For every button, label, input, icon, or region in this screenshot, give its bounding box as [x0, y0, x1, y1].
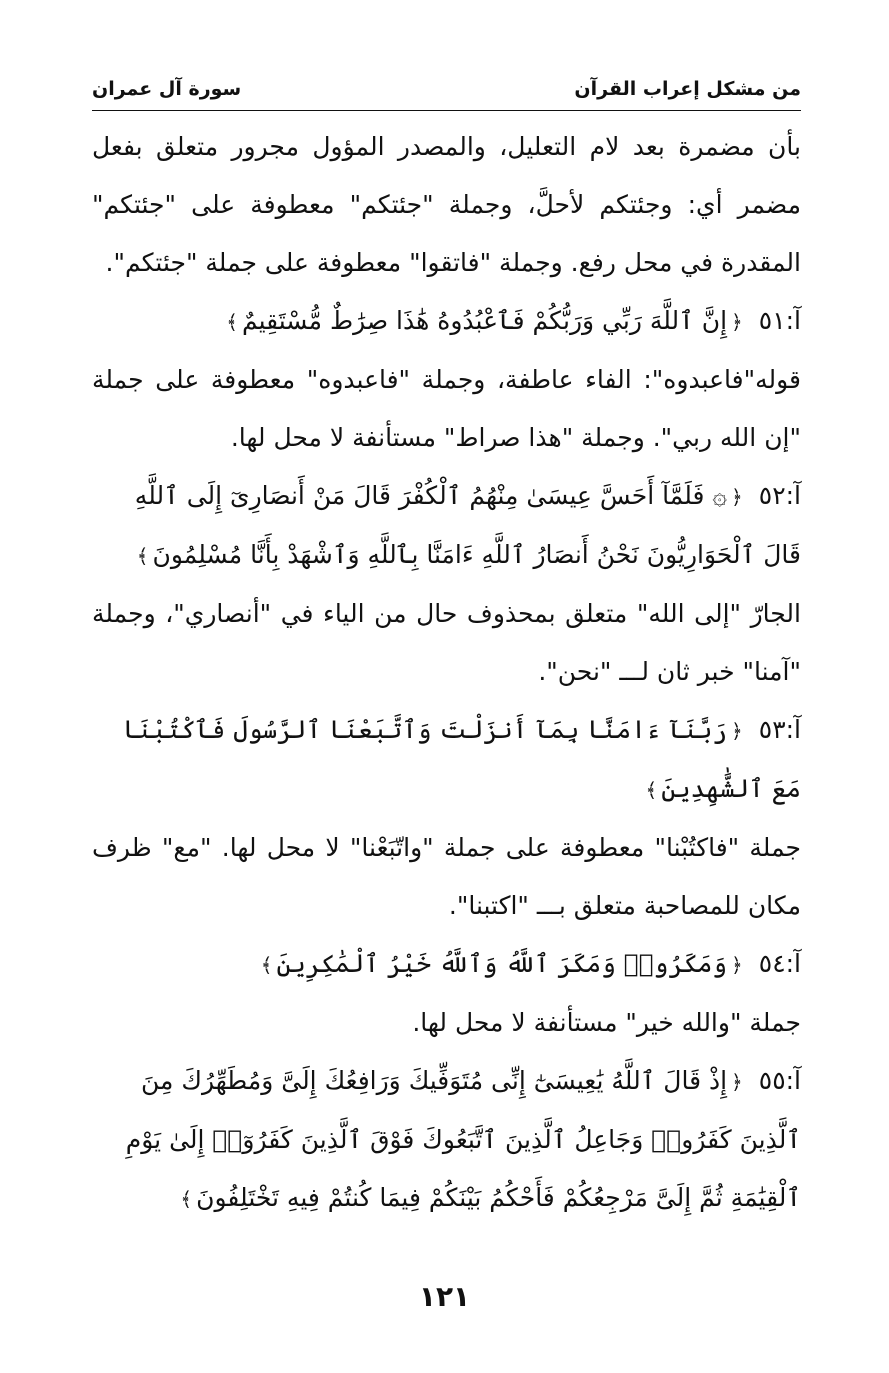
header-divider	[92, 110, 801, 111]
surah-title: سورة آل عمران	[92, 78, 242, 100]
paragraph: جملة "فاكتُبْنا" معطوفة على جملة "واتّبَعْنا" لا محل لها. "مع" ظرف مكان للمصاحبة متعلق بـــ "اكتبنا".	[92, 833, 801, 920]
verse-open-bracket: ﴿	[731, 1070, 743, 1094]
page-body	[92, 118, 801, 1228]
verse-block	[92, 467, 801, 585]
running-header	[92, 78, 801, 112]
paragraph: الجارّ "إلى الله" متعلق بمحذوف حال من الياء في "أنصاري"، وجملة "آمنا" خبر ثان لـــ "نحن".	[92, 599, 801, 686]
verse-text: إِذْ قَالَ ٱللَّهُ يَٰعِيسَىٰٓ إِنِّى مُتَوَفِّيكَ وَرَافِعُكَ إِلَىَّ وَمُطَهِّرُكَ مِنَ ٱلَّذِينَ كَفَرُوا۟ وَجَاعِلُ ٱلَّذِينَ ٱتَّبَعُوكَ فَوْقَ ٱلَّذِينَ كَفَرُوٓا۟ إِلَىٰ يَوْمِ ٱلْقِيَٰمَةِ ثُمَّ إِلَىَّ مَرْجِعُكُمْ فَأَحْكُمُ بَيْنَكُمْ فِيمَا كُنتُمْ فِيهِ تَخْتَلِفُونَ	[125, 1066, 801, 1212]
verse-block	[92, 292, 801, 351]
book-title: من مشكل إعراب القرآن	[574, 78, 801, 100]
verse-text: رَبَّنَآ ءَامَنَّا بِمَآ أَنزَلْتَ وَٱتَّبَعْنَا ٱلرَّسُولَ فَٱكْتُبْنَا مَعَ ٱلشَّٰهِدِينَ	[122, 715, 801, 803]
paragraph: بأن مضمرة بعد لام التعليل، والمصدر المؤول مجرور متعلق بفعل مضمر أي: وجئتكم لأحلَّ، وجملة "جئتكم" معطوفة على "جئتكم" المقدرة في محل رفع. وجملة "فاتقوا" معطوفة على جملة "جئتكم".	[92, 132, 801, 277]
verse-open-bracket: ﴿	[731, 719, 743, 743]
verse-close-bracket: ﴾	[260, 953, 273, 977]
verse-text: إِنَّ ٱللَّهَ رَبِّي وَرَبُّكُمْ فَٱعْبُدُوهُ هَٰذَا صِرَٰطٌ مُّسْتَقِيمٌ	[241, 306, 728, 335]
verse-text: وَمَكَرُوا۟ وَمَكَرَ ٱللَّهُ وَٱللَّهُ خَيْرُ ٱلْمَٰكِرِينَ	[276, 949, 728, 978]
verse-close-bracket: ﴾	[136, 544, 149, 568]
verse-open-bracket: ﴿	[731, 485, 743, 509]
verse-ref: آ:٥٤	[758, 949, 801, 978]
verse-ref: آ:٥٢	[758, 481, 801, 510]
paragraph: قوله"فاعبدوه": الفاء عاطفة، وجملة "فاعبدوه" معطوفة على جملة "إن الله ربي". وجملة "هذا صراط" مستأنفة لا محل لها.	[92, 365, 801, 452]
verse-block	[92, 701, 801, 819]
verse-ref: آ:٥٣	[758, 715, 801, 744]
verse-text: ۞ فَلَمَّآ أَحَسَّ عِيسَىٰ مِنْهُمُ ٱلْكُفْرَ قَالَ مَنْ أَنصَارِىٓ إِلَى ٱللَّهِ قَالَ ٱلْحَوَارِيُّونَ نَحْنُ أَنصَارُ ٱللَّهِ ءَامَنَّا بِٱللَّهِ وَٱشْهَدْ بِأَنَّا مُسْلِمُونَ	[134, 481, 801, 569]
verse-open-bracket: ﴿	[731, 953, 743, 977]
page-number: ١٢١	[418, 1280, 471, 1313]
verse-ref: آ:٥٥	[758, 1066, 801, 1095]
verse-ref: آ:٥١	[758, 306, 801, 335]
verse-open-bracket: ﴿	[731, 310, 743, 334]
paragraph: جملة "والله خير" مستأنفة لا محل لها.	[412, 1008, 801, 1037]
verse-close-bracket: ﴾	[226, 310, 238, 334]
verse-close-bracket: ﴾	[645, 778, 658, 802]
verse-block	[92, 1052, 801, 1228]
verse-close-bracket: ﴾	[180, 1187, 193, 1211]
verse-block	[92, 935, 801, 994]
